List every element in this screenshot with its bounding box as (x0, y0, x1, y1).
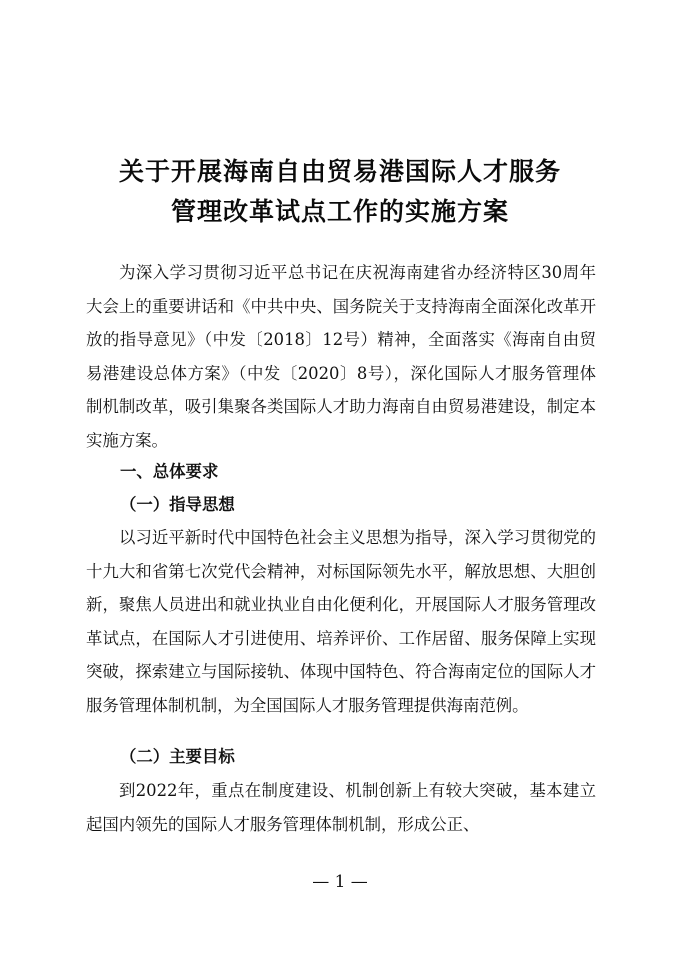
main-goals-paragraph: 到2022年，重点在制度建设、机制创新上有较大突破，基本建立起国内领先的国际人才服务管理体制机制，形成公正、 (86, 781, 596, 834)
subsection-heading-guiding-ideology: （一）指导思想 (120, 495, 235, 514)
page-number: — 1 — (312, 872, 368, 892)
document-title-line-1: 关于开展海南自由贸易港国际人才服务 (118, 157, 561, 186)
subsection-heading-main-goals: （二）主要目标 (120, 747, 235, 766)
document-title-line-2: 管理改革试点工作的实施方案 (170, 197, 509, 226)
guiding-ideology-paragraph: 以习近平新时代中国特色社会主义思想为指导，深入学习贯彻党的十九大和省第七次党代会精神，对标国际领先水平，解放思想、大胆创新，聚焦人员进出和就业执业自由化便利化，开展国际人才服务管理改革试点，在国际人才引进使用、培养评价、工作居留、服务保障上实现突破，探索建立与国际接轨、体现中国特色、符合海南定位的国际人才服务管理体制机制，为全国国际人才服务管理提供海南范例。 (86, 528, 596, 715)
section-heading-general-requirements: 一、总体要求 (120, 462, 219, 481)
intro-paragraph: 为深入学习贯彻习近平总书记在庆祝海南建省办经济特区30周年大会上的重要讲话和《中共中央、国务院关于支持海南全面深化改革开放的指导意见》（中发〔2018〕12号）精神，全面落实《海南自由贸易港建设总体方案》（中发〔2020〕8号），深化国际人才服务管理体制机制改革，吸引集聚各类国际人才助力海南自由贸易港建设，制定本实施方案。 (86, 263, 596, 450)
